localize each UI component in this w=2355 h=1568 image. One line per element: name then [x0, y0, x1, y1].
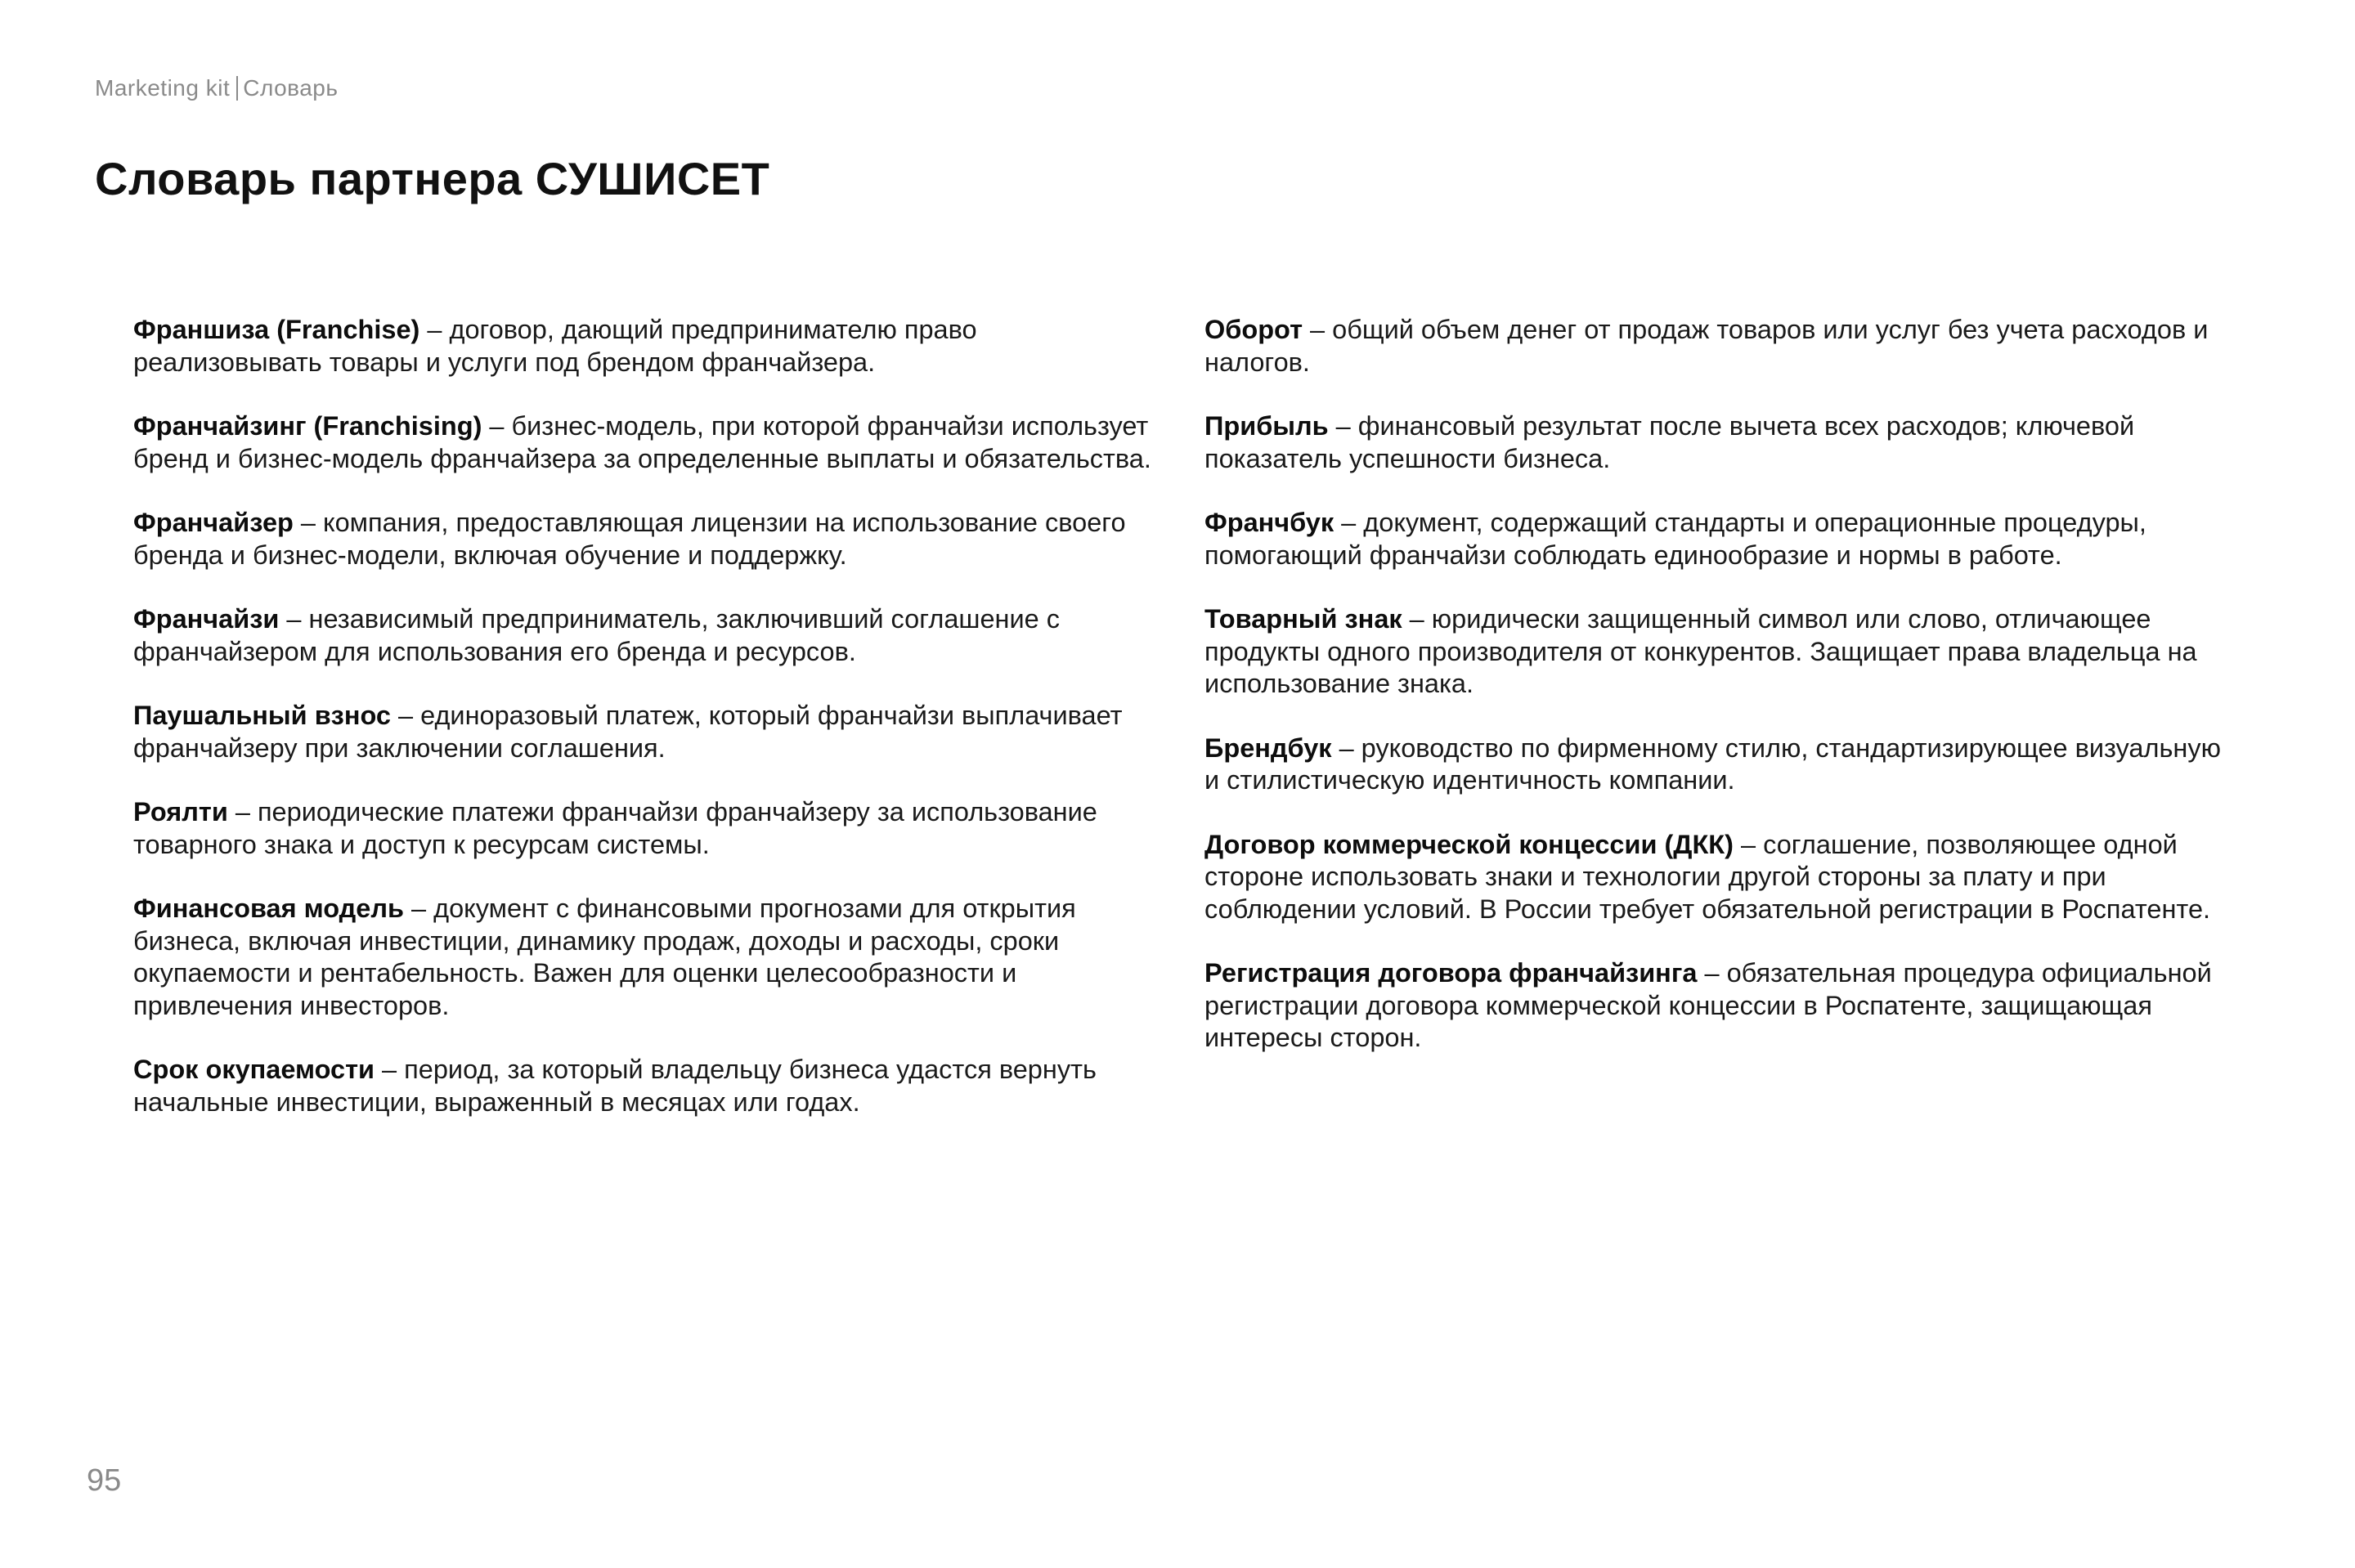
breadcrumb: [95, 75, 338, 101]
glossary-entry-turnover: [1204, 314, 2235, 379]
glossary-entry-franchisor: [133, 507, 1155, 571]
glossary-definition: – юридически защищенный символ или слово, отличающее продукты одного производителя от конкурентов. Защищает права владельца на использование знака.: [1204, 604, 2197, 698]
glossary-entry-commercial-concession: [1204, 829, 2235, 926]
glossary-definition: – документ, содержащий стандарты и операционные процедуры, помогающий франчайзи соблюдать единообразие и нормы в работе.: [1204, 508, 2146, 570]
glossary-term: Франчайзинг (Franchising): [133, 411, 482, 441]
glossary-definition: – период, за который владельцу бизнеса удастся вернуть начальные инвестиции, выраженный в месяцах или годах.: [133, 1055, 1097, 1117]
glossary-term: Срок окупаемости: [133, 1055, 375, 1084]
glossary-definition: – общий объем денег от продаж товаров или услуг без учета расходов и налогов.: [1204, 315, 2209, 377]
breadcrumb-page: Словарь: [243, 75, 339, 101]
glossary-term: Договор коммерческой концессии (ДКК): [1204, 829, 1734, 859]
page-number: 95: [87, 1463, 122, 1498]
breadcrumb-divider: [236, 76, 238, 101]
glossary-definition: – компания, предоставляющая лицензии на использование своего бренда и бизнес-модели, включая обучение и поддержку.: [133, 508, 1126, 570]
glossary-definition: – финансовый результат после вычета всех расходов; ключевой показатель успешности бизнеса.: [1204, 411, 2135, 473]
glossary-entry-brandbook: [1204, 732, 2235, 797]
glossary-term: Роялти: [133, 797, 228, 827]
glossary-entry-franchise-registration: [1204, 957, 2235, 1055]
glossary-entry-financial-model: [133, 893, 1155, 1022]
glossary-term: Франчайзер: [133, 508, 294, 537]
breadcrumb-section: Marketing kit: [95, 75, 231, 101]
glossary-term: Оборот: [1204, 315, 1303, 344]
glossary-term: Прибыль: [1204, 411, 1329, 441]
glossary-term: Брендбук: [1204, 732, 1332, 763]
glossary-entry-franchisee: [133, 603, 1155, 668]
glossary-entry-royalty: [133, 796, 1155, 861]
glossary-definition: – бизнес-модель, при которой франчайзи использует бренд и бизнес-модель франчайзера за определенные выплаты и обязательства.: [133, 411, 1151, 473]
glossary-term: Регистрация договора франчайзинга: [1204, 958, 1698, 988]
glossary-right-column: [1204, 314, 2235, 1086]
glossary-entry-profit: [1204, 410, 2235, 475]
glossary-definition: – соглашение, позволяющее одной стороне использовать знаки и технологии другой стороны за плату и при соблюдении условий. В России требует обязательной регистрации в Роспатенте.: [1204, 829, 2211, 924]
glossary-term: Финансовая модель: [133, 894, 404, 923]
glossary-term: Франчбук: [1204, 508, 1334, 537]
glossary-entry-payback-period: [133, 1054, 1155, 1118]
glossary-definition: – периодические платежи франчайзи франчайзеру за использование товарного знака и доступ к ресурсам системы.: [133, 797, 1097, 859]
glossary-definition: – обязательная процедура официальной регистрации договора коммерческой концессии в Роспатенте, защищающая интересы сторон.: [1204, 958, 2212, 1052]
glossary-left-column: [133, 314, 1155, 1150]
glossary-term: Франчайзи: [133, 604, 280, 634]
glossary-entry-franchbook: [1204, 507, 2235, 571]
glossary-definition: – документ с финансовыми прогнозами для открытия бизнеса, включая инвестиции, динамику продаж, доходы и расходы, сроки окупаемости и рентабельность. Важен для оценки целесообразности и привлечения инвесторов.: [133, 894, 1076, 1020]
glossary-term: Франшиза (Franchise): [133, 315, 420, 344]
glossary-definition: – руководство по фирменному стилю, стандартизирующее визуальную и стилистическую идентичность компании.: [1204, 732, 2221, 795]
glossary-definition: – независимый предприниматель, заключивший соглашение с франчайзером для использования его бренда и ресурсов.: [133, 604, 1061, 666]
glossary-entry-trademark: [1204, 603, 2235, 701]
glossary-term: Паушальный взнос: [133, 701, 391, 730]
glossary-term: Товарный знак: [1204, 604, 1402, 634]
glossary-definition: – единоразовый платеж, который франчайзи выплачивает франчайзеру при заключении соглашения.: [133, 701, 1123, 763]
glossary-entry-lump-sum-fee: [133, 700, 1155, 764]
glossary-entry-franchise: [133, 314, 1155, 379]
page-title: Словарь партнера СУШИСЕТ: [95, 153, 770, 204]
glossary-entry-franchising: [133, 410, 1155, 475]
glossary-definition: – договор, дающий предпринимателю право реализовывать товары и услуги под брендом франчайзера.: [133, 315, 977, 377]
